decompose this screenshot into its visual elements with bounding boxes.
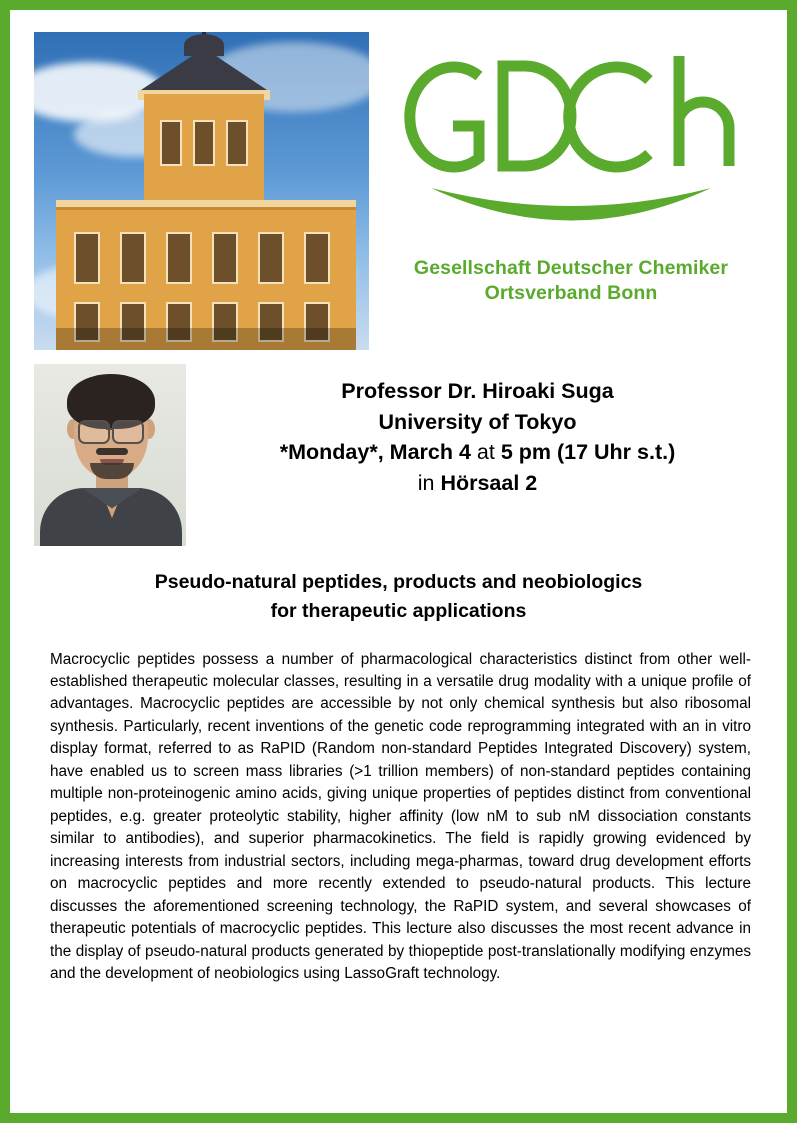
- window-shape: [258, 232, 284, 284]
- window-shape: [212, 232, 238, 284]
- speaker-section: [10, 350, 787, 546]
- university-building-image: [34, 32, 369, 350]
- window-shape: [226, 120, 248, 166]
- organization-line-2: Ortsverband Bonn: [484, 281, 658, 304]
- speaker-portrait-image: [34, 364, 186, 546]
- event-datetime: [196, 437, 759, 468]
- glasses-right-lens: [112, 420, 144, 444]
- window-shape: [304, 232, 330, 284]
- organization-line-1: Gesellschaft Deutscher Chemiker: [413, 257, 729, 279]
- talk-title-line-1: Pseudo-natural peptides, products and neobiologics: [154, 571, 643, 593]
- poster-inner: [10, 10, 787, 1113]
- glasses-left-lens: [78, 420, 110, 444]
- window-shape: [74, 232, 100, 284]
- event-date: *Monday*, March 4: [279, 440, 471, 465]
- speaker-affiliation: University of Tokyo: [378, 409, 577, 434]
- moustache-shape: [96, 448, 128, 455]
- location-prefix: in: [417, 470, 441, 495]
- window-shape: [120, 232, 146, 284]
- organization-name: [383, 256, 759, 306]
- window-shape: [160, 120, 182, 166]
- event-location: [196, 468, 759, 499]
- foreground-shadow: [56, 328, 356, 350]
- abstract-text: Macrocyclic peptides possess a number of pharmacological characteristics distinct from other well-established therapeutic molecular classes, resulting in a versatile drug modality with a unique profile of advantages. Macrocyclic peptides are accessible by not only chemical synthesis but also ribosomal synthesis. Particularly, recent inventions of the genetic code reprogramming integrated with an in vitro display format, referred to as RaPID (Random non-standard Peptides Integrated Discovery) system, have enabled us to screen mass libraries (>1 trillion members) of non-standard peptides containing multiple non-proteinogenic amino acids, giving unique properties of peptides distinct from conventional peptides, e.g. greater proteolytic stability, higher affinity (low nM to sub nM dissociation constants similar to antibodies), and superior pharmacokinetics. The field is rapidly growing evidenced by increasing interests from industrial sectors, including mega-pharmas, toward drug development efforts on macrocyclic peptides and more recently extended to pseudo-natural products. This lecture discusses the aforementioned screening technology, the RaPID system, and several showcases of therapeutic potentials of macrocyclic peptides. This lecture also discusses the most recent advance in the display of pseudo-natural products generated by thiopeptide post-translationally modifying enzymes and the development of neobiologics using LassoGraft technology.: [50, 650, 751, 983]
- speaker-details: [186, 364, 759, 498]
- glasses-bridge: [106, 428, 114, 430]
- event-time: 5 pm (17 Uhr s.t.): [500, 440, 676, 465]
- abstract-section: [50, 649, 751, 986]
- location-room: Hörsaal 2: [440, 470, 538, 495]
- gdch-branding: [369, 32, 759, 306]
- speaker-name: Professor Dr. Hiroaki Suga: [341, 379, 614, 403]
- talk-title-line-2: for therapeutic applications: [270, 600, 527, 623]
- poster-header: [10, 10, 787, 350]
- talk-title: [50, 568, 747, 627]
- window-shape: [193, 120, 215, 166]
- gdch-logo-icon: [391, 48, 751, 238]
- tower-shape: [144, 94, 264, 209]
- event-time-connector: at: [470, 440, 501, 465]
- window-shape: [166, 232, 192, 284]
